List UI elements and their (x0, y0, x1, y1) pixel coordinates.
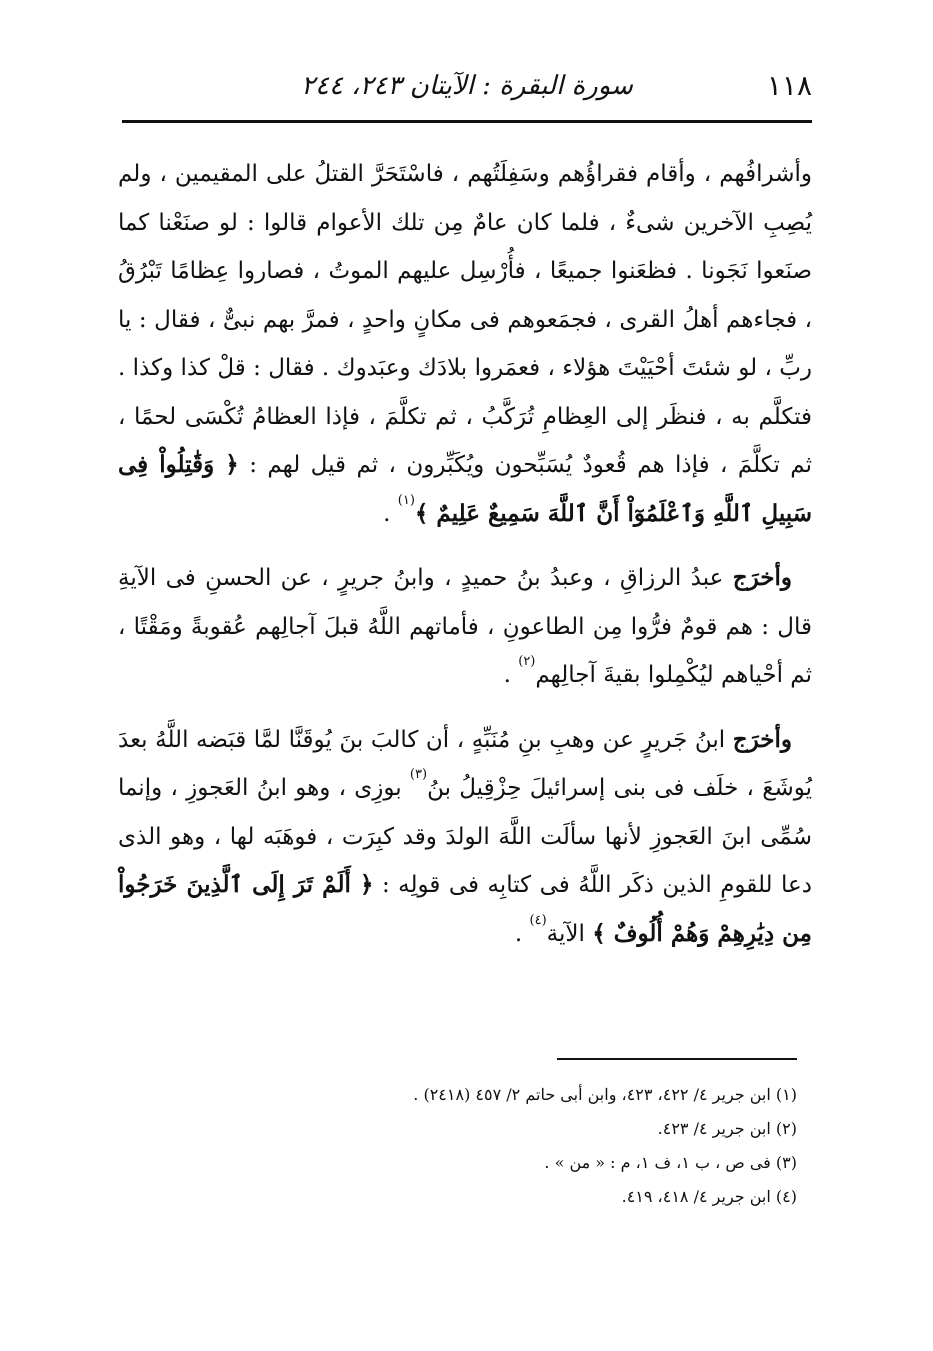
paragraph-end: . (514, 920, 530, 947)
footnote-4: (٤) ابن جرير ٤/ ٤١٨، ٤١٩. (621, 1187, 797, 1206)
footnotes (237, 1078, 797, 1214)
paragraph-2 (118, 554, 812, 700)
paragraph-end: . (503, 662, 519, 688)
footnote-1: (١) ابن جرير ٤/ ٤٢٢، ٤٢٣، وابن أبى حاتم ٢/ ٤٥٧ (٢٤١٨) . (413, 1085, 797, 1104)
quran-verse: ﴿ وَقَٰتِلُواْ فِى سَبِيلِ ٱللَّهِ وَٱعْلَمُوٓاْ أَنَّ ٱللَّهَ سَمِيعٌ عَلِيمٌ ﴾ (118, 451, 812, 527)
paragraph-text-continued: بوزِى ، وهو ابنُ العَجوزِ ، وإنما سُمِّى ابنَ العَجوزِ لأنها سألَت اللَّهَ الولدَ وقد كبِرَت ، فوهَبَه لها ، وهو الذى دعا للقومِ الذين ذكَر اللَّهُ فى كتابِه فى قولِه : (118, 775, 813, 898)
paragraph-lead: وأخرَج (732, 564, 792, 591)
footnote-marker: (١) (397, 492, 415, 508)
footnote-marker: (٣) (409, 767, 428, 783)
paragraph-text: ابنُ جَريرٍ عن وهبِ بنِ مُنَبِّهٍ ، أن كالبَ بنَ يُوقَنَّا لمَّا قبَضه اللَّهُ بعدَ يُوشَعَ ، خلَف فى بنى إسرائيلَ حِزْقِيلُ بنُ (118, 726, 812, 801)
verse-suffix: الآية (546, 920, 593, 947)
footnote-marker: (٢) (518, 654, 536, 670)
paragraph-end: . (383, 500, 398, 527)
paragraph-3 (118, 716, 812, 959)
footnote-marker: (٤) (529, 912, 547, 928)
footnote-3: (٣) فى ص ، ب ١، ف ١، م : « من » . (544, 1153, 797, 1172)
paragraph-text: عبدُ الرزاقِ ، وعبدُ بنُ حميدٍ ، وابنُ جريرٍ ، عن الحسنِ فى الآيةِ قال : هم قومٌ فرُّوا مِن الطاعونِ ، فأماتهم اللَّهُ قبلَ آجالِهم عُقوبةً ومَقْتًا ، ثم أحْياهم ليُكْمِلوا بقيةَ آجالِهم (118, 565, 812, 688)
footnote-2: (٢) ابن جرير ٤/ ٤٢٣. (657, 1119, 797, 1138)
paragraph-1 (118, 150, 812, 538)
paragraph-text: وأشرافُهم ، وأقام فقراؤُهم وسَفِلَتُهم ، فاسْتَحَرَّ القتلُ على المقيمين ، ولم يُصِبِ الآخرين شىءٌ ، فلما كان عامٌ مِن تلك الأعوام قالوا : لو صنَعْنا كما صنَعوا نَجَونا . فظعَنوا جميعًا ، فأُرْسِل عليهم الموتُ ، فصاروا عِظامًا تَبْرُقُ ، فجاءهم أهلُ القرى ، فجمَعوهم فى مكانٍ واحدٍ ، فمرَّ بهم نبىٌّ ، فقال : يا ربِّ ، لو شئتَ أحْيَيْتَ هؤلاء ، فعمَروا بلادَك وعبَدوك . فقال : قلْ كذا وكذا . فتكلَّم به ، فنظَر إلى العِظامِ تُرَكَّبُ ، ثم تكلَّمَ ، فإذا العظامُ تُكْسَى لحمًا ، ثم تكلَّمَ ، فإذا هم قُعودٌ يُسَبِّحون ويُكَبِّرون ، ثم قيل لهم : (118, 161, 812, 478)
footnote-rule (557, 1058, 797, 1060)
paragraph-lead: وأخرَج (732, 725, 792, 753)
quran-verse: ﴿ أَلَمْ تَرَ إِلَى ٱلَّذِينَ خَرَجُواْ مِن دِيَٰرِهِمْ وَهُمْ أُلُوفٌ ﴾ (118, 871, 812, 947)
running-title: سورة البقرة : الآيتان ٢٤٣، ٢٤٤ (301, 71, 633, 101)
header-rule (122, 120, 812, 123)
page-header (122, 68, 812, 108)
main-text (118, 150, 812, 958)
page-number: ١١٨ (766, 69, 812, 102)
